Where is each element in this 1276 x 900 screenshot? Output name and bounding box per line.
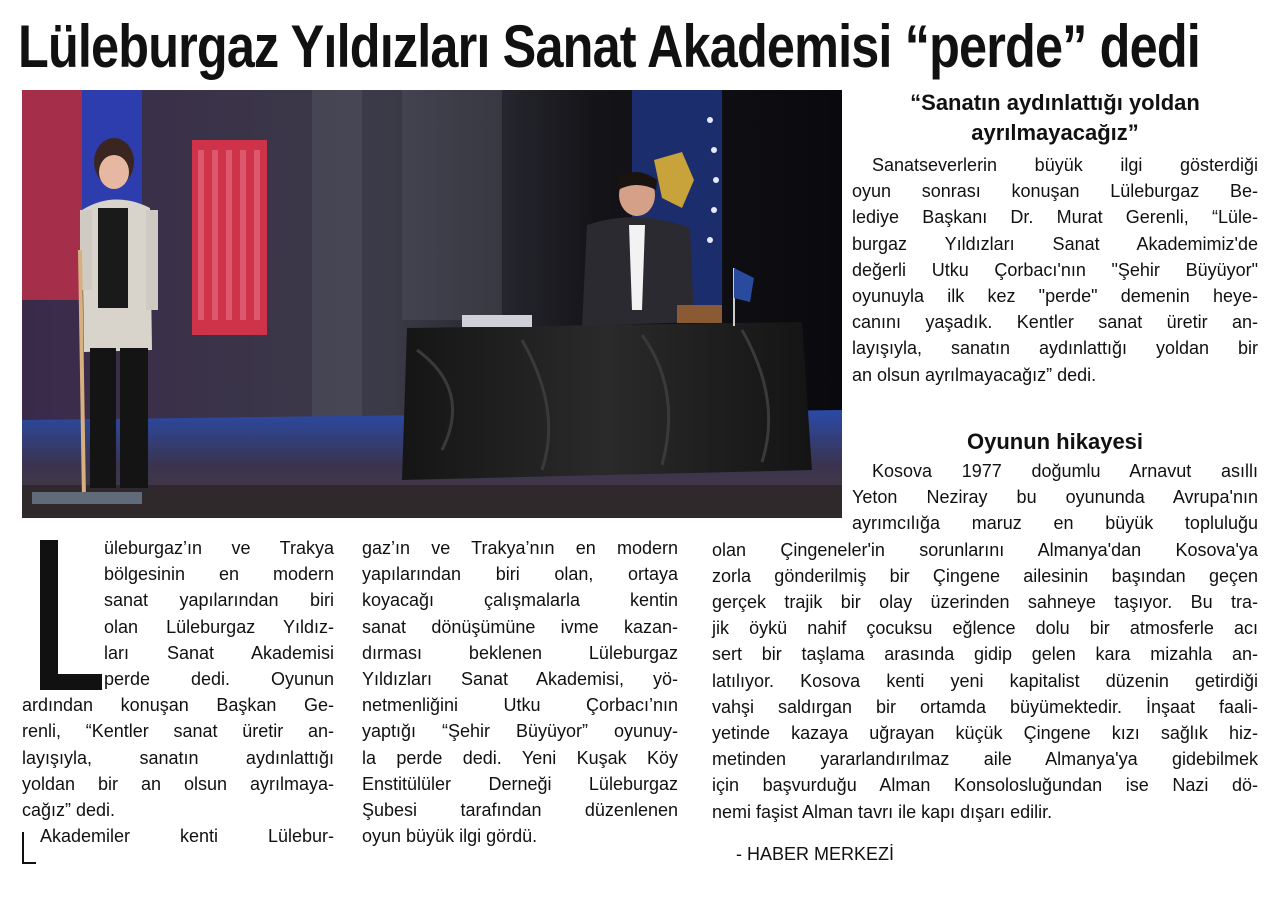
text-line: lediye Başkanı Dr. Murat Gerenli, “Lüle- [852, 207, 1258, 228]
text-line: oyun sonrası konuşan Lüleburgaz Be- [852, 181, 1258, 202]
text-line: canını yaşadık. Kentler sanat üretir an- [852, 312, 1258, 333]
text-line: yoldan bir an olsun ayrılmaya- [22, 773, 334, 794]
text-line: koyacağı çalışmalarla kentin [362, 590, 678, 611]
story-paragraph [712, 458, 1258, 825]
text-line: oyunuyla ilk kez "perde" demenin heye- [852, 286, 1258, 307]
article-column-1 [22, 535, 334, 849]
paragraph-corner-mark [22, 832, 36, 864]
text-line: cağız” dedi. [22, 800, 116, 821]
text-line: dırması beklenen Lüleburgaz [362, 642, 678, 663]
text-line: için başvurduğu Alman Konsolosluğundan ise Nazi dö- [712, 775, 1258, 796]
text-line: Yeton Neziray bu oyununda Avrupa'nın [852, 487, 1258, 508]
text-line: renli, “Kentler sanat üretir an- [22, 721, 334, 742]
text-line: latılıyor. Kosova kenti yeni kapitalist düzenin getirdiği [712, 670, 1258, 691]
text-line: zorla gönderilmiş bir Çingene ailesinin başından geçen [712, 565, 1258, 586]
text-line: ardından konuşan Başkan Ge- [22, 695, 334, 716]
story-subhead: Oyunun hikayesi [966, 429, 1144, 454]
text-line: sert bir taşlama arasında gidip gelen kara mizahla an- [712, 644, 1258, 665]
text-line: jik öykü nahif çocuksu eğlence dolu bir atmosferle acı [712, 618, 1258, 639]
text-line: layışıyla, sanatın aydınlattığı [22, 747, 334, 768]
text-line: nemi faşist Alman tavrı ile kapı dışarı edilir. [712, 801, 1053, 822]
text-line: yapılarından biri olan, ortaya [362, 564, 678, 585]
text-line: bölgesinin en modern [104, 564, 334, 585]
text-line: olan Lüleburgaz Yıldız- [104, 616, 334, 637]
text-line: yetinde kazaya uğrayan küçük Çingene kızı sağlık hiz- [712, 723, 1258, 744]
text-line: gaz’ın ve Trakya’nın en modern [362, 538, 678, 558]
byline: - HABER MERKEZİ [736, 844, 895, 864]
quote-paragraph-body [852, 178, 1258, 388]
text-line: an olsun ayrılmayacağız” dedi. [852, 364, 1097, 385]
quote-paragraph [852, 152, 1258, 178]
text-line: vahşi saldırgan bir ortamda büyümektedir. İnşaat faali- [712, 696, 1258, 717]
text-line: Kosova 1977 doğumlu Arnavut asıllı [872, 461, 1258, 481]
text-line: Yıldızları Sanat Akademisi, yö- [362, 669, 678, 690]
text-line: ayrımcılığa maruz en büyük topluluğu [852, 513, 1258, 534]
text-line: Enstitülüler Derneği Lüleburgaz [362, 773, 678, 794]
text-line: gerçek trajik bir olay üzerinden sahneye taşıyor. Bu tra- [712, 592, 1258, 613]
text-line: oyun büyük ilgi gördü. [362, 826, 538, 847]
text-line: olan Çingeneler'in sorunlarını Almanya'dan Kosova'ya [712, 539, 1258, 560]
stage-photo [22, 90, 842, 518]
text-line: burgaz Yıldızları Sanat Akademimiz'de [852, 233, 1258, 254]
article-column-2 [362, 535, 678, 849]
text-line: üleburgaz’ın ve Trakya [104, 538, 334, 558]
text-line: sanat yapılarından biri [104, 590, 334, 611]
headline: Lüleburgaz Yıldızları Sanat Akademisi “perde” dedi [18, 13, 1200, 80]
text-line: Sanatseverlerin büyük ilgi gösterdiği [872, 155, 1258, 175]
text-line: layışıyla, sanatın aydınlattığı yoldan bir [852, 338, 1258, 359]
text-line: değerli Utku Çorbacı'nın "Şehir Büyüyor" [852, 259, 1258, 280]
text-line: Akademiler kenti Lülebur- [40, 826, 334, 847]
text-line: la perde dedi. Yeni Kuşak Köy [362, 747, 678, 768]
theatre-stage-illustration [22, 90, 842, 518]
text-line: netmenliğini Utku Çorbacı’nın [362, 695, 678, 716]
text-line: sanat dönüşümüne ivme kazan- [362, 616, 678, 637]
text-line: ları Sanat Akademisi [104, 642, 334, 663]
quote-subhead: “Sanatın aydınlattığı yoldan ayrılmayacağız” [910, 90, 1200, 145]
text-line: yaptığı “Şehir Büyüyor” oyunuy- [362, 721, 678, 742]
text-line: Şubesi tarafından düzenlenen [362, 800, 678, 821]
quote-section [852, 88, 1258, 388]
text-line: perde dedi. Oyunun [104, 669, 334, 690]
text-line: metinden yararlandırılmaz aile Almanya'ya gidebilmek [712, 749, 1258, 770]
